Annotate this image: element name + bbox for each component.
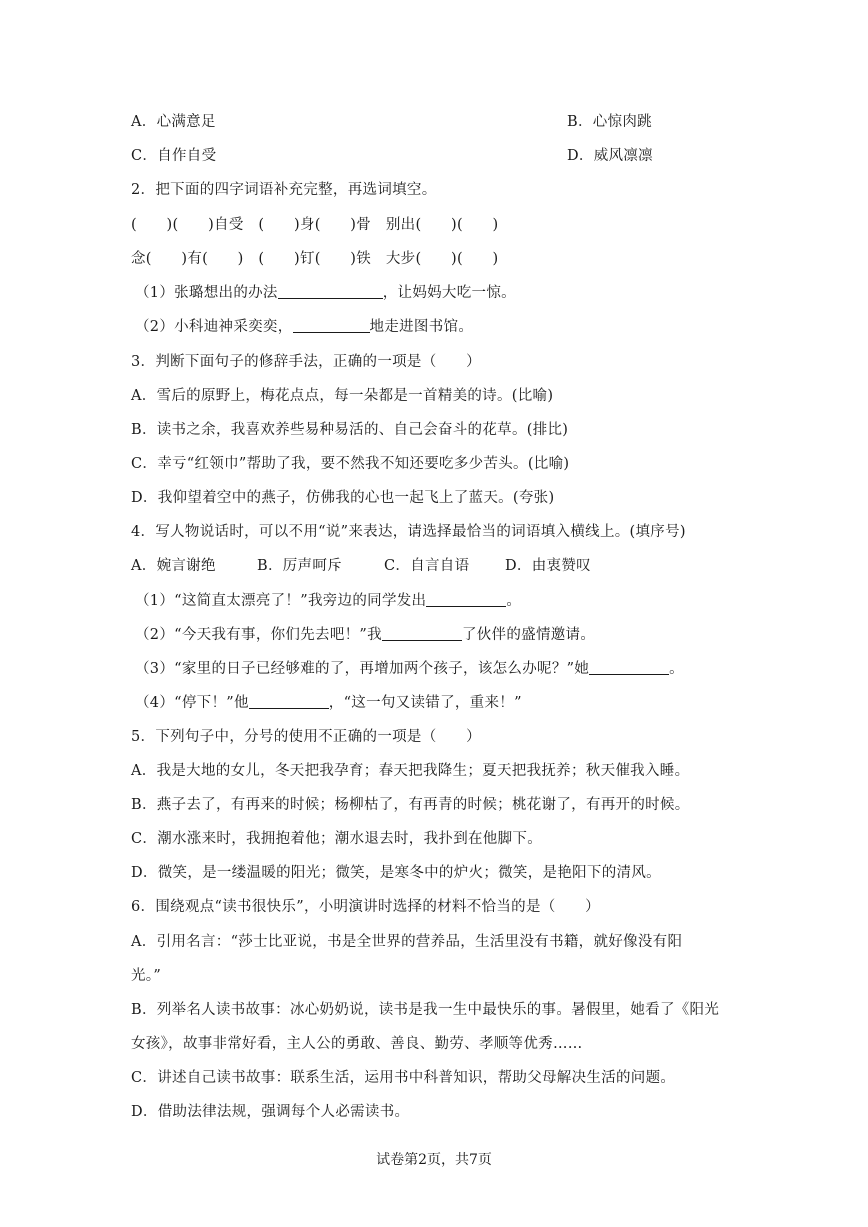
q1-option-a: A．心满意足 [131, 114, 216, 130]
q6-option-d: D．借助法律法规，强调每个人必需读书。 [131, 1104, 410, 1120]
q6-option-b-line-1: B．列举名人读书故事：冰心奶奶说，读书是我一生中最快乐的事。暑假里，她看了《阳光 [131, 1002, 720, 1018]
q4-stem: 4．写人物说话时，可以不用“说”来表达，请选择最恰当的词语填入横线上。(填序号) [131, 524, 686, 540]
q4-s3-blank[interactable] [589, 659, 669, 675]
page-footer: 试卷第2页，共7页 [376, 1152, 492, 1168]
q1-option-b: B．心惊肉跳 [567, 114, 652, 130]
q1-option-row-2 [131, 146, 653, 166]
q4-s4-blank[interactable] [249, 693, 329, 709]
q4-option-c: C．自言自语 [384, 558, 470, 574]
q4-options-row [131, 556, 601, 576]
q4-sentence-2 [135, 625, 595, 645]
q2-s2-text-before: （2）小科迪神采奕奕， [135, 319, 293, 335]
q5-option-a: A．我是大地的女儿，冬天把我孕育；春天把我降生；夏天把我抚养；秋天催我入睡。 [131, 763, 690, 779]
q4-s4-text-after: ，“这一句又读错了，重来！” [328, 695, 522, 711]
q4-option-a: A．婉言谢绝 [131, 558, 216, 574]
q4-s2-text-before: （2）“今天我有事，你们先去吧！”我 [135, 627, 382, 643]
q1-option-c: C．自作自受 [131, 148, 217, 164]
q2-idiom-row-2: 念( )有( ) ( )钉( )铁 大步( )( ) [131, 251, 499, 267]
q1-option-d: D．威风凛凛 [567, 148, 653, 164]
q4-s1-text-before: （1）“这简直太漂亮了！”我旁边的同学发出 [135, 593, 427, 609]
q6-option-a-line-2: 光。” [131, 968, 162, 984]
q3-stem: 3．判断下面句子的修辞手法，正确的一项是（ ） [131, 354, 481, 370]
q6-option-c: C．讲述自己读书故事：联系生活，运用书中科普知识，帮助父母解决生活的问题。 [131, 1070, 676, 1086]
q2-idiom-row-1: ( )( )自受 ( )身( )骨 别出( )( ) [131, 217, 499, 233]
q2-stem: 2．把下面的四字词语补充完整，再选词填空。 [131, 182, 437, 198]
q3-option-a: A．雪后的原野上，梅花点点，每一朵都是一首精美的诗。(比喻) [131, 388, 554, 404]
q4-s3-text-after: 。 [669, 661, 684, 677]
q4-s1-text-after: 。 [506, 593, 522, 609]
q6-option-a-line-1: A．引用名言：“莎士比亚说，书是全世界的营养品，生活里没有书籍，就好像没有阳 [131, 934, 683, 950]
q3-option-d: D．我仰望着空中的燕子，仿佛我的心也一起飞上了蓝天。(夸张) [131, 490, 555, 506]
q4-sentence-4 [135, 693, 522, 713]
q2-s1-text-after: ，让妈妈大吃一惊。 [382, 285, 516, 301]
q1-option-row-1 [131, 112, 652, 132]
q4-s2-blank[interactable] [382, 625, 462, 641]
q2-sentence-1 [135, 283, 516, 303]
q4-s1-blank[interactable] [426, 591, 506, 607]
q4-s4-text-before: （4）“停下！”他 [135, 695, 249, 711]
q2-s1-text-before: （1）张璐想出的办法 [135, 285, 278, 301]
q6-stem: 6．围绕观点“读书很快乐”，小明演讲时选择的材料不恰当的是（ ） [131, 899, 600, 915]
q2-sentence-2 [135, 317, 473, 337]
q4-sentence-1 [135, 591, 521, 611]
q2-s2-text-after: 地走进图书馆。 [369, 319, 474, 335]
q2-s1-blank[interactable] [278, 283, 383, 299]
q5-stem: 5．下列句子中，分号的使用不正确的一项是（ ） [131, 729, 481, 745]
q4-s2-text-after: 了伙伴的盛情邀请。 [461, 627, 596, 643]
q5-option-c: C．潮水涨来时，我拥抱着他；潮水退去时，我扑到在他脚下。 [131, 831, 542, 847]
q6-option-b-line-2: 女孩》，故事非常好看，主人公的勇敢、善良、勤劳、孝顺等优秀…… [131, 1036, 583, 1052]
q4-sentence-3 [135, 659, 684, 679]
q4-option-b: B．厉声呵斥 [257, 558, 342, 574]
q5-option-b: B．燕子去了，有再来的时候；杨柳枯了，有再青的时候；桃花谢了，有再开的时候。 [131, 797, 690, 813]
q5-option-d: D．微笑，是一缕温暖的阳光；微笑，是寒冬中的炉火；微笑，是艳阳下的清风。 [131, 865, 661, 881]
q2-s2-blank[interactable] [293, 317, 370, 333]
q4-option-d: D．由衷赞叹 [505, 558, 591, 574]
q3-option-c: C．幸亏“红领巾”帮助了我，要不然我不知还要吃多少苦头。(比喻) [131, 456, 570, 472]
q4-s3-text-before: （3）“家里的日子已经够难的了，再增加两个孩子，该怎么办呢？”她 [135, 661, 590, 677]
q3-option-b: B．读书之余，我喜欢养些易种易活的、自己会奋斗的花草。(排比) [131, 422, 569, 438]
